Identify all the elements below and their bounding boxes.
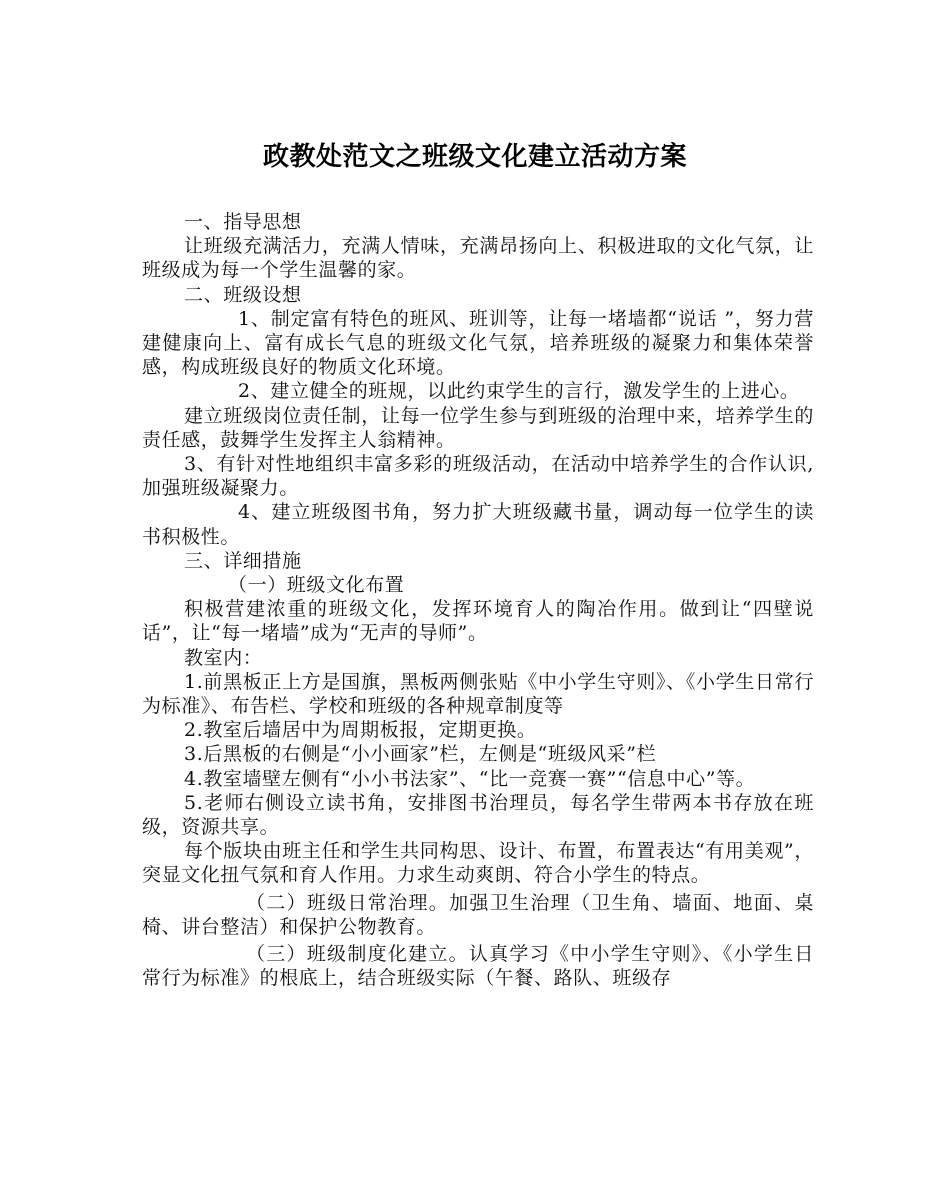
paragraph: 每个版块由班主任和学生共同构思、设计、布置，布置表达“有用美观”，突显文化扭气氛和育人作用。力求生动爽朗、符合小学生的特点。 — [142, 840, 814, 887]
paragraph: （三）班级制度化建立。认真学习《中小学生守则》、《小学生日常行为标准》的根底上，结合班级实际（午餐、路队、班级存 — [142, 943, 814, 990]
paragraph: 让班级充满活力，充满人情味，充满昂扬向上、积极进取的文化气氛，让班级成为每一个学生温馨的家。 — [142, 235, 814, 282]
paragraph: 教室内： — [184, 646, 263, 669]
section-heading: 二、班级设想 — [184, 283, 302, 306]
paragraph: （二）班级日常治理。加强卫生治理（卫生角、墙面、地面、桌椅、讲台整洁）和保护公物教育。 — [142, 891, 814, 938]
list-item: 2.教室后墙居中为周期板报，定期更换。 — [184, 719, 537, 742]
document-body — [142, 210, 814, 991]
paragraph: 4、建立班级图书角，努力扩大班级藏书量，调动每一位学生的读书积极性。 — [142, 501, 814, 548]
paragraph: 1、制定富有特色的班风、班训等，让每一堵墙都“说话 ”，努力营建健康向上、富有成长气息的班级文化气氛，培养班级的凝聚力和集体荣誉感，构成班级良好的物质文化环境。 — [142, 307, 814, 379]
section-heading: 三、详细措施 — [184, 549, 302, 572]
list-item: 5.老师右侧设立读书角，安排图书治理员，每名学生带两本书存放在班级，资源共享。 — [142, 791, 814, 839]
list-item: 1.前黑板正上方是国旗，黑板两侧张贴《中小学生守则》、《小学生日常行为标准》、布告栏、学校和班级的各种规章制度等 — [142, 670, 814, 718]
list-item: 3.后黑板的右侧是“小小画家”栏，左侧是“班级风采”栏 — [184, 743, 657, 766]
paragraph: 3、有针对性地组织丰富多彩的班级活动，在活动中培养学生的合作认识,加强班级凝聚力。 — [142, 453, 814, 500]
paragraph: 2、建立健全的班规，以此约束学生的言行，激发学生的上进心。 — [238, 380, 800, 403]
list-item: 4.教室墙壁左侧有“小小书法家”、“比一竞赛一赛”“信息中心”等。 — [184, 767, 756, 790]
document-title: 政教处范文之班级文化建立活动方案 — [262, 142, 687, 172]
section-heading: 一、指导思想 — [184, 211, 302, 233]
subsection-heading: （一）班级文化布置 — [228, 574, 405, 597]
paragraph: 建立班级岗位责任制，让每一位学生参与到班级的治理中来，培养学生的责任感，鼓舞学生发挥主人翁精神。 — [142, 404, 814, 451]
paragraph: 积极营建浓重的班级文化，发挥环境育人的陶冶作用。做到让“四壁说话”，让“每一堵墙”成为“无声的导师”。 — [142, 598, 814, 645]
